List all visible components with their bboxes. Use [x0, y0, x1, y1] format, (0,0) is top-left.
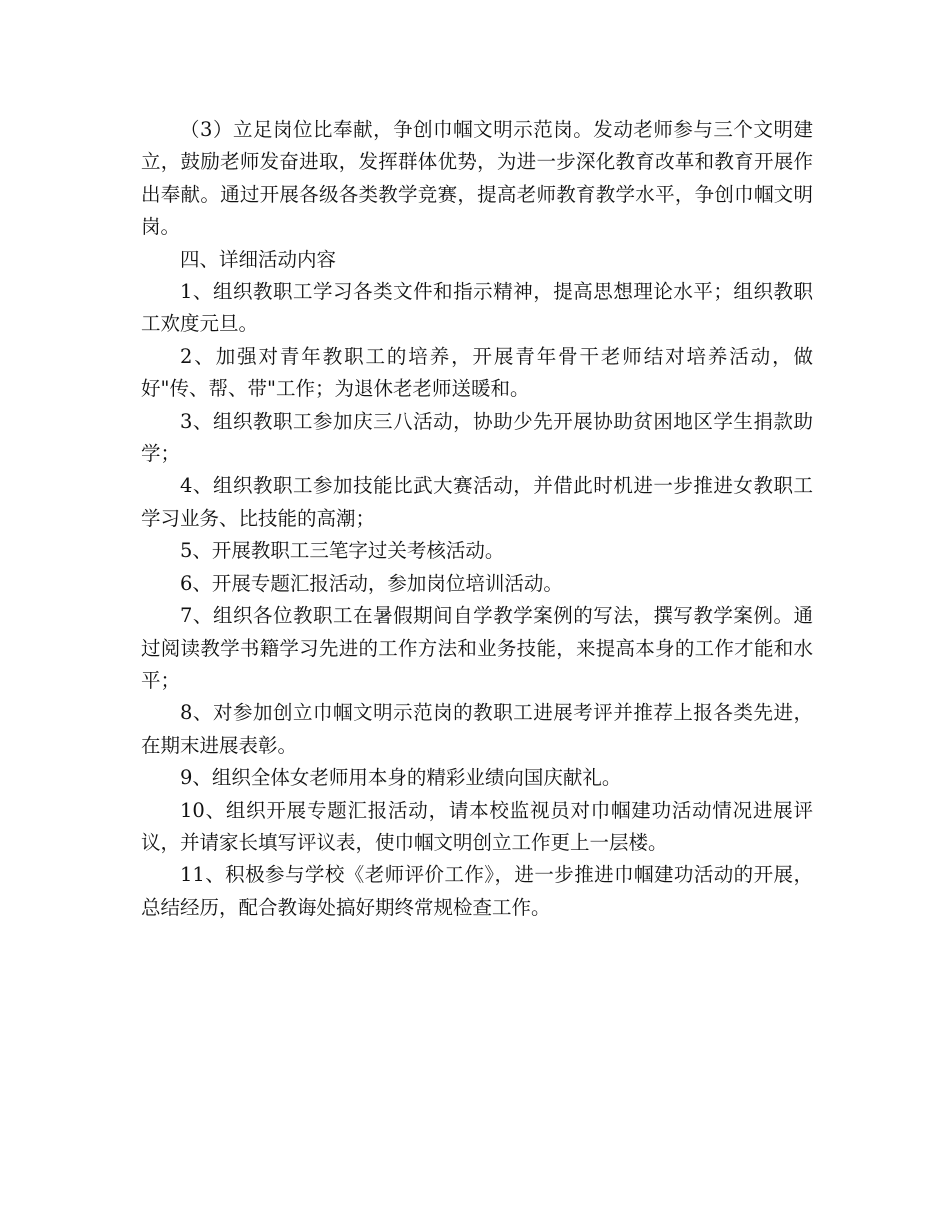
list-item-11: 11、积极参与学校《老师评价工作》，进一步推进巾帼建功活动的开展，总结经历，配合教诲处搞好期终常规检查工作。 — [141, 863, 813, 919]
document-body — [141, 114, 813, 924]
list-item-4: 4、组织教职工参加技能比武大赛活动，并借此时机进一步推进女教职工学习业务、比技能的高潮； — [141, 474, 813, 530]
list-item-9: 9、组织全体女老师用本身的精彩业绩向国庆献礼。 — [180, 766, 622, 790]
list-item-2: 2、加强对青年教职工的培养，开展青年骨干老师结对培养活动，做好"传、帮、带"工作；为退休老老师送暖和。 — [141, 344, 813, 401]
list-item-10: 10、组织开展专题汇报活动，请本校监视员对巾帼建功活动情况进展评议，并请家长填写评议表，使巾帼文明创立工作更上一层楼。 — [141, 798, 813, 854]
section-heading-activities: 四、详细活动内容 — [180, 247, 337, 271]
list-item-3: 3、组织教职工参加庆三八活动，协助少先开展协助贫困地区学生捐款助学； — [141, 409, 813, 466]
list-item-5: 5、开展教职工三笔字过关考核活动。 — [180, 539, 505, 563]
list-item-8: 8、对参加创立巾帼文明示范岗的教职工进展考评并推荐上报各类先进，在期末进展表彰。 — [141, 701, 813, 757]
paragraph-initiative-3: （3）立足岗位比奉献，争创巾帼文明示范岗。发动老师参与三个文明建立，鼓励老师发奋进取，发挥群体优势，为进一步深化教育改革和教育开展作出奉献。通过开展各级各类教学竞赛，提高老师教育教学水平，争创巾帼文明岗。 — [141, 118, 813, 239]
list-item-6: 6、开展专题汇报活动，参加岗位培训活动。 — [180, 571, 563, 595]
list-item-1: 1、组织教职工学习各类文件和指示精神，提高思想理论水平；组织教职工欢度元旦。 — [141, 280, 813, 336]
list-item-7: 7、组织各位教职工在暑假期间自学教学案例的写法，撰写教学案例。通过阅读教学书籍学习先进的工作方法和业务技能，来提高本身的工作才能和水平； — [141, 604, 813, 692]
